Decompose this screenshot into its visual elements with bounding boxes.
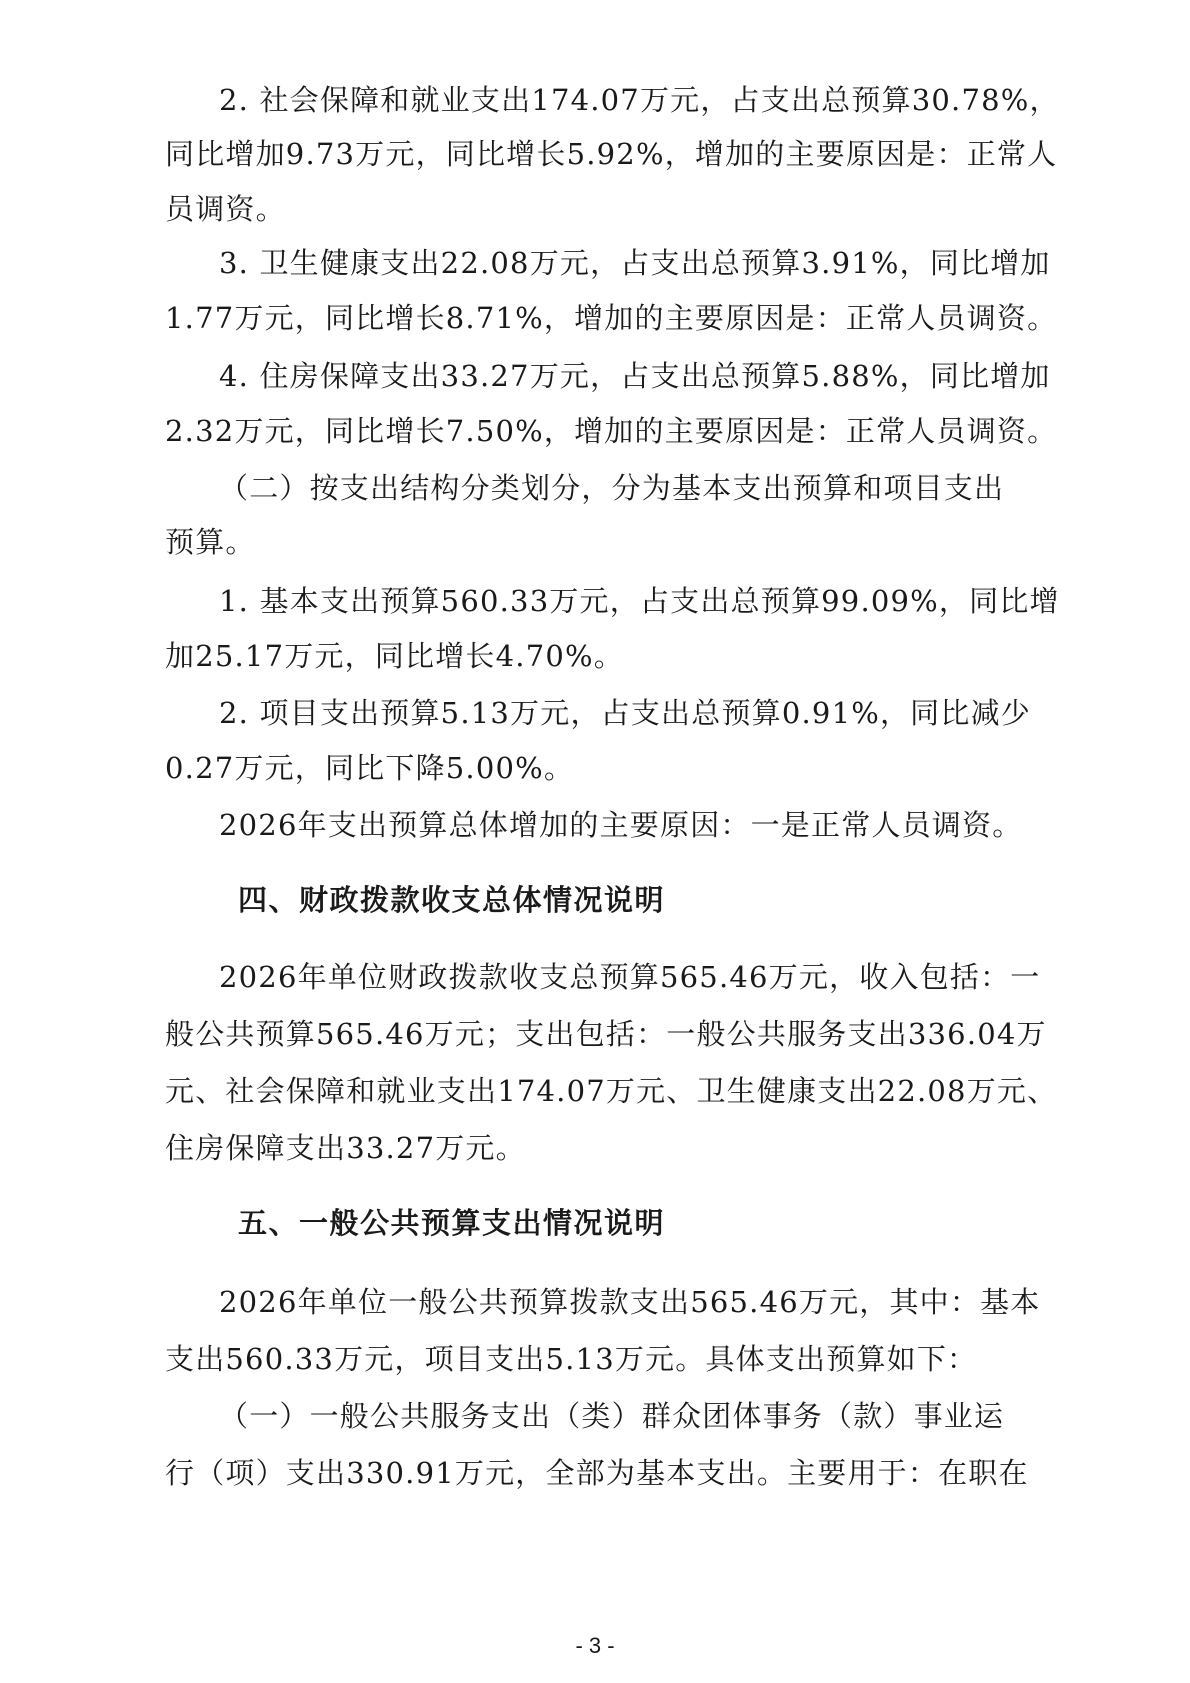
text-line: 预算。 [165, 525, 256, 559]
text-line: 元、社会保障和就业支出174.07万元、卫生健康支出22.08万元、 [165, 1074, 1058, 1108]
text-line: 2026年支出预算总体增加的主要原因：一是正常人员调资。 [219, 808, 1023, 842]
text-line: 2026年单位一般公共预算拨款支出565.46万元，其中：基本 [219, 1285, 1041, 1319]
section-heading-5: 五、一般公共预算支出情况说明 [238, 1206, 666, 1240]
text-line: 同比增加9.73万元，同比增长5.92%，增加的主要原因是：正常人 [165, 137, 1058, 171]
text-line: （一）一般公共服务支出（类）群众团体事务（款）事业运 [219, 1399, 1005, 1433]
page-number: - 3 - [575, 1633, 615, 1658]
text-line: 1. 基本支出预算560.33万元，占支出总预算99.09%，同比增 [219, 584, 1060, 618]
text-line: 支出560.33万元，项目支出5.13万元。具体支出预算如下： [165, 1342, 978, 1376]
text-line: （二）按支出结构分类划分，分为基本支出预算和项目支出 [219, 471, 1005, 505]
text-line: 4. 住房保障支出33.27万元，占支出总预算5.88%，同比增加 [219, 359, 1051, 393]
text-line: 般公共预算565.46万元；支出包括：一般公共服务支出336.04万 [165, 1017, 1047, 1051]
text-line: 0.27万元，同比下降5.00%。 [165, 751, 575, 785]
section-heading-4: 四、财政拨款收支总体情况说明 [238, 883, 666, 917]
text-line: 2026年单位财政拨款收支总预算565.46万元，收入包括：一 [219, 960, 1041, 994]
text-line: 2. 社会保障和就业支出174.07万元，占支出总预算30.78%， [219, 83, 1060, 117]
text-line: 1.77万元，同比增长8.71%，增加的主要原因是：正常人员调资。 [165, 301, 1058, 335]
text-line: 住房保障支出33.27万元。 [165, 1131, 526, 1165]
text-line: 员调资。 [165, 192, 286, 226]
text-line: 3. 卫生健康支出22.08万元，占支出总预算3.91%，同比增加 [219, 246, 1051, 280]
text-line: 加25.17万元，同比增长4.70%。 [165, 639, 624, 673]
text-line: 2. 项目支出预算5.13万元，占支出总预算0.91%，同比减少 [219, 696, 1031, 730]
text-line: 2.32万元，同比增长7.50%，增加的主要原因是：正常人员调资。 [165, 414, 1058, 448]
text-line: 行（项）支出330.91万元，全部为基本支出。主要用于：在职在 [165, 1456, 1029, 1490]
